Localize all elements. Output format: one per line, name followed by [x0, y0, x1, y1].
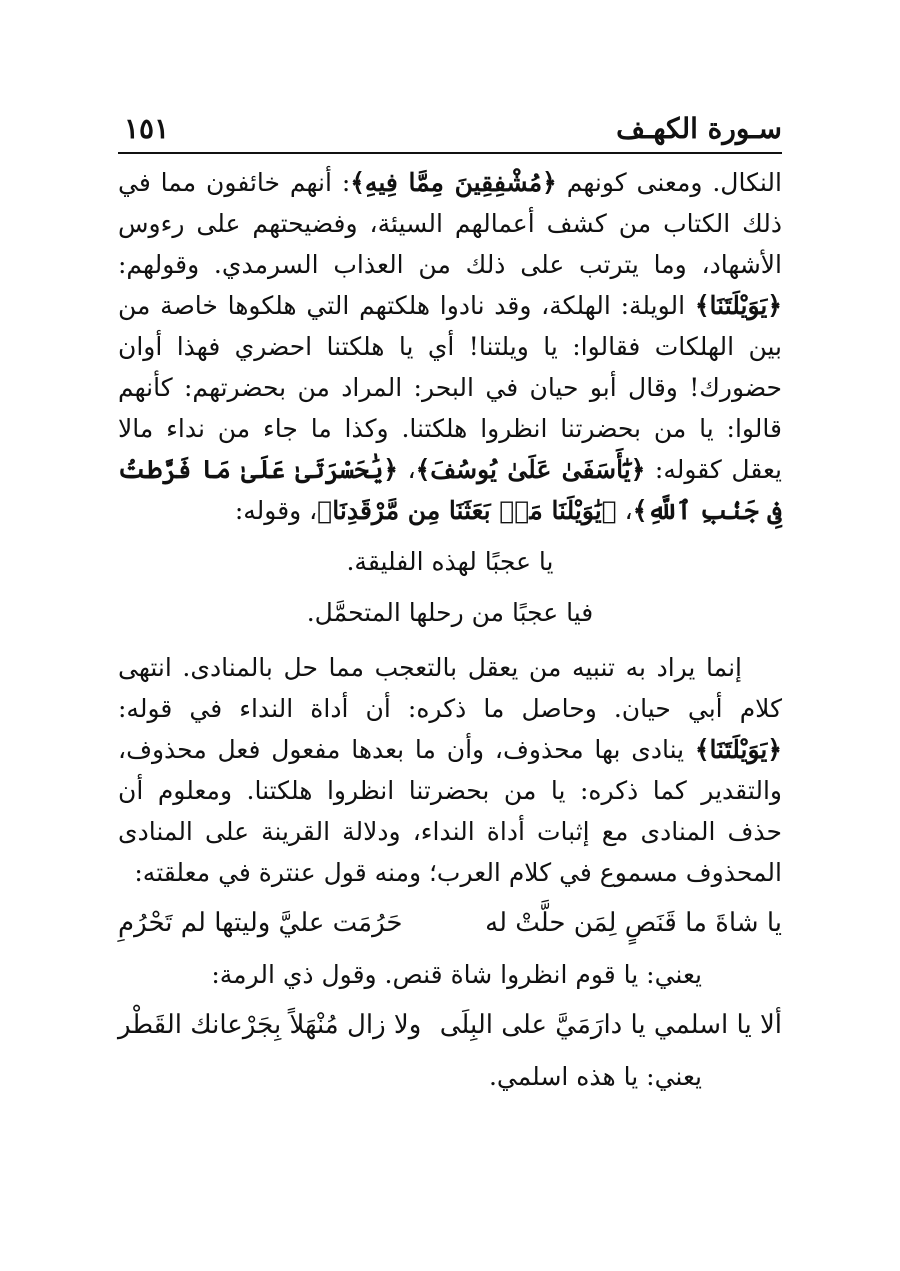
poem-hemistich-first: ألا يا اسلمي يا دارَمَيَّ على البِلَى: [439, 1010, 782, 1040]
poem-hemistich-second: حَرُمَت عليَّ وليتها لم تَحْرُمِ: [118, 908, 403, 938]
paragraph-1: [118, 162, 782, 531]
sura-title: سـورة الكهـف: [616, 112, 782, 145]
text-run: ينادى بها محذوف، وأن ما بعدها مفعول فعل محذوف، والتقدير كما ذكره: يا من بحضرتنا انظروا هلكتنا. ومعلوم أن حذف المنادى مع إثبات أداة النداء، ودلالة القرينة على المنادى المحذوف مسموع في كلام العرب؛ ومنه قول عنترة في معلقته:: [118, 735, 782, 887]
quran-quote: ﴿يَٰوَيْلَنَا مَنۢ بَعَثَنَا مِن مَّرْقَدِنَا﴾: [317, 496, 617, 525]
explanation-line-1: يعني: يا قوم انظروا شاة قنص. وقول ذي الرمة:: [211, 960, 702, 989]
poem-verse-dhu-rumma: [118, 1005, 782, 1046]
page-header: [118, 108, 782, 154]
explanation-line-2: يعني: يا هذه اسلمي.: [488, 1062, 702, 1091]
quran-quote: ﴿يَوَيْلَتَنَا﴾: [694, 291, 782, 320]
quran-quote: ﴿يَٰٓأَسَفَىٰ عَلَىٰ يُوسُفَ﴾: [415, 455, 646, 484]
paragraph-2: [118, 647, 782, 893]
poem-hemistich-first: يا شاةَ ما قَنَصٍ لِمَن حلَّتْ له: [485, 908, 782, 938]
text-run: النكال. ومعنى كونهم: [566, 168, 782, 197]
separator: ،: [624, 496, 633, 525]
quran-quote: ﴿يَوَيْلَتَنَا﴾: [694, 735, 783, 764]
text-run: ، وقوله:: [234, 496, 318, 525]
page-number: ١٥١: [124, 112, 170, 145]
verse-line-2: فيا عجبًا من رحلها المتحمَّل.: [306, 598, 594, 627]
text-run: : أنهم خائفون مما في ذلك الكتاب من كشف أعمالهم السيئة، وفضيحتهم على رءوس الأشهاد، وما يترتب على ذلك من العذاب السرمدي. وقولهم:: [118, 168, 782, 279]
quran-quote: ﴿يَٰحَسْرَتَىٰ عَلَىٰ مَا فَرَّطتُ فِى جَنۢبِ ٱللَّهِ﴾: [118, 455, 782, 525]
quran-quote: ﴿مُشْفِقِينَ مِمَّا فِيهِ﴾: [350, 168, 557, 197]
text-run: الويلة: الهلكة، وقد نادوا هلكتهم التي هلكوها خاصة من بين الهلكات فقالوا: يا ويلتنا! أي يا هلكتنا احضري فهذا أوان حضورك! وقال أبو حيان في البحر: المراد من بحضرتهم: كأنهم قالوا: يا من بحضرتنا انظروا هلكتنا. وكذا ما جاء من نداء مالا يعقل كقوله:: [118, 291, 782, 484]
poem-verse-antara: [118, 903, 782, 944]
text-run: إنما يراد به تنبيه من يعقل بالتعجب مما حل بالمنادى. انتهى كلام أبي حيان. وحاصل ما ذكره: أن أداة النداء في قوله:: [118, 653, 782, 723]
page-body: [118, 162, 782, 1103]
poem-hemistich-second: ولا زال مُنْهَلاً بِجَرْعانك القَطْر: [118, 1010, 422, 1040]
separator: ،: [407, 455, 416, 484]
verse-line-1: يا عجبًا لهذه الفليقة.: [346, 547, 554, 576]
